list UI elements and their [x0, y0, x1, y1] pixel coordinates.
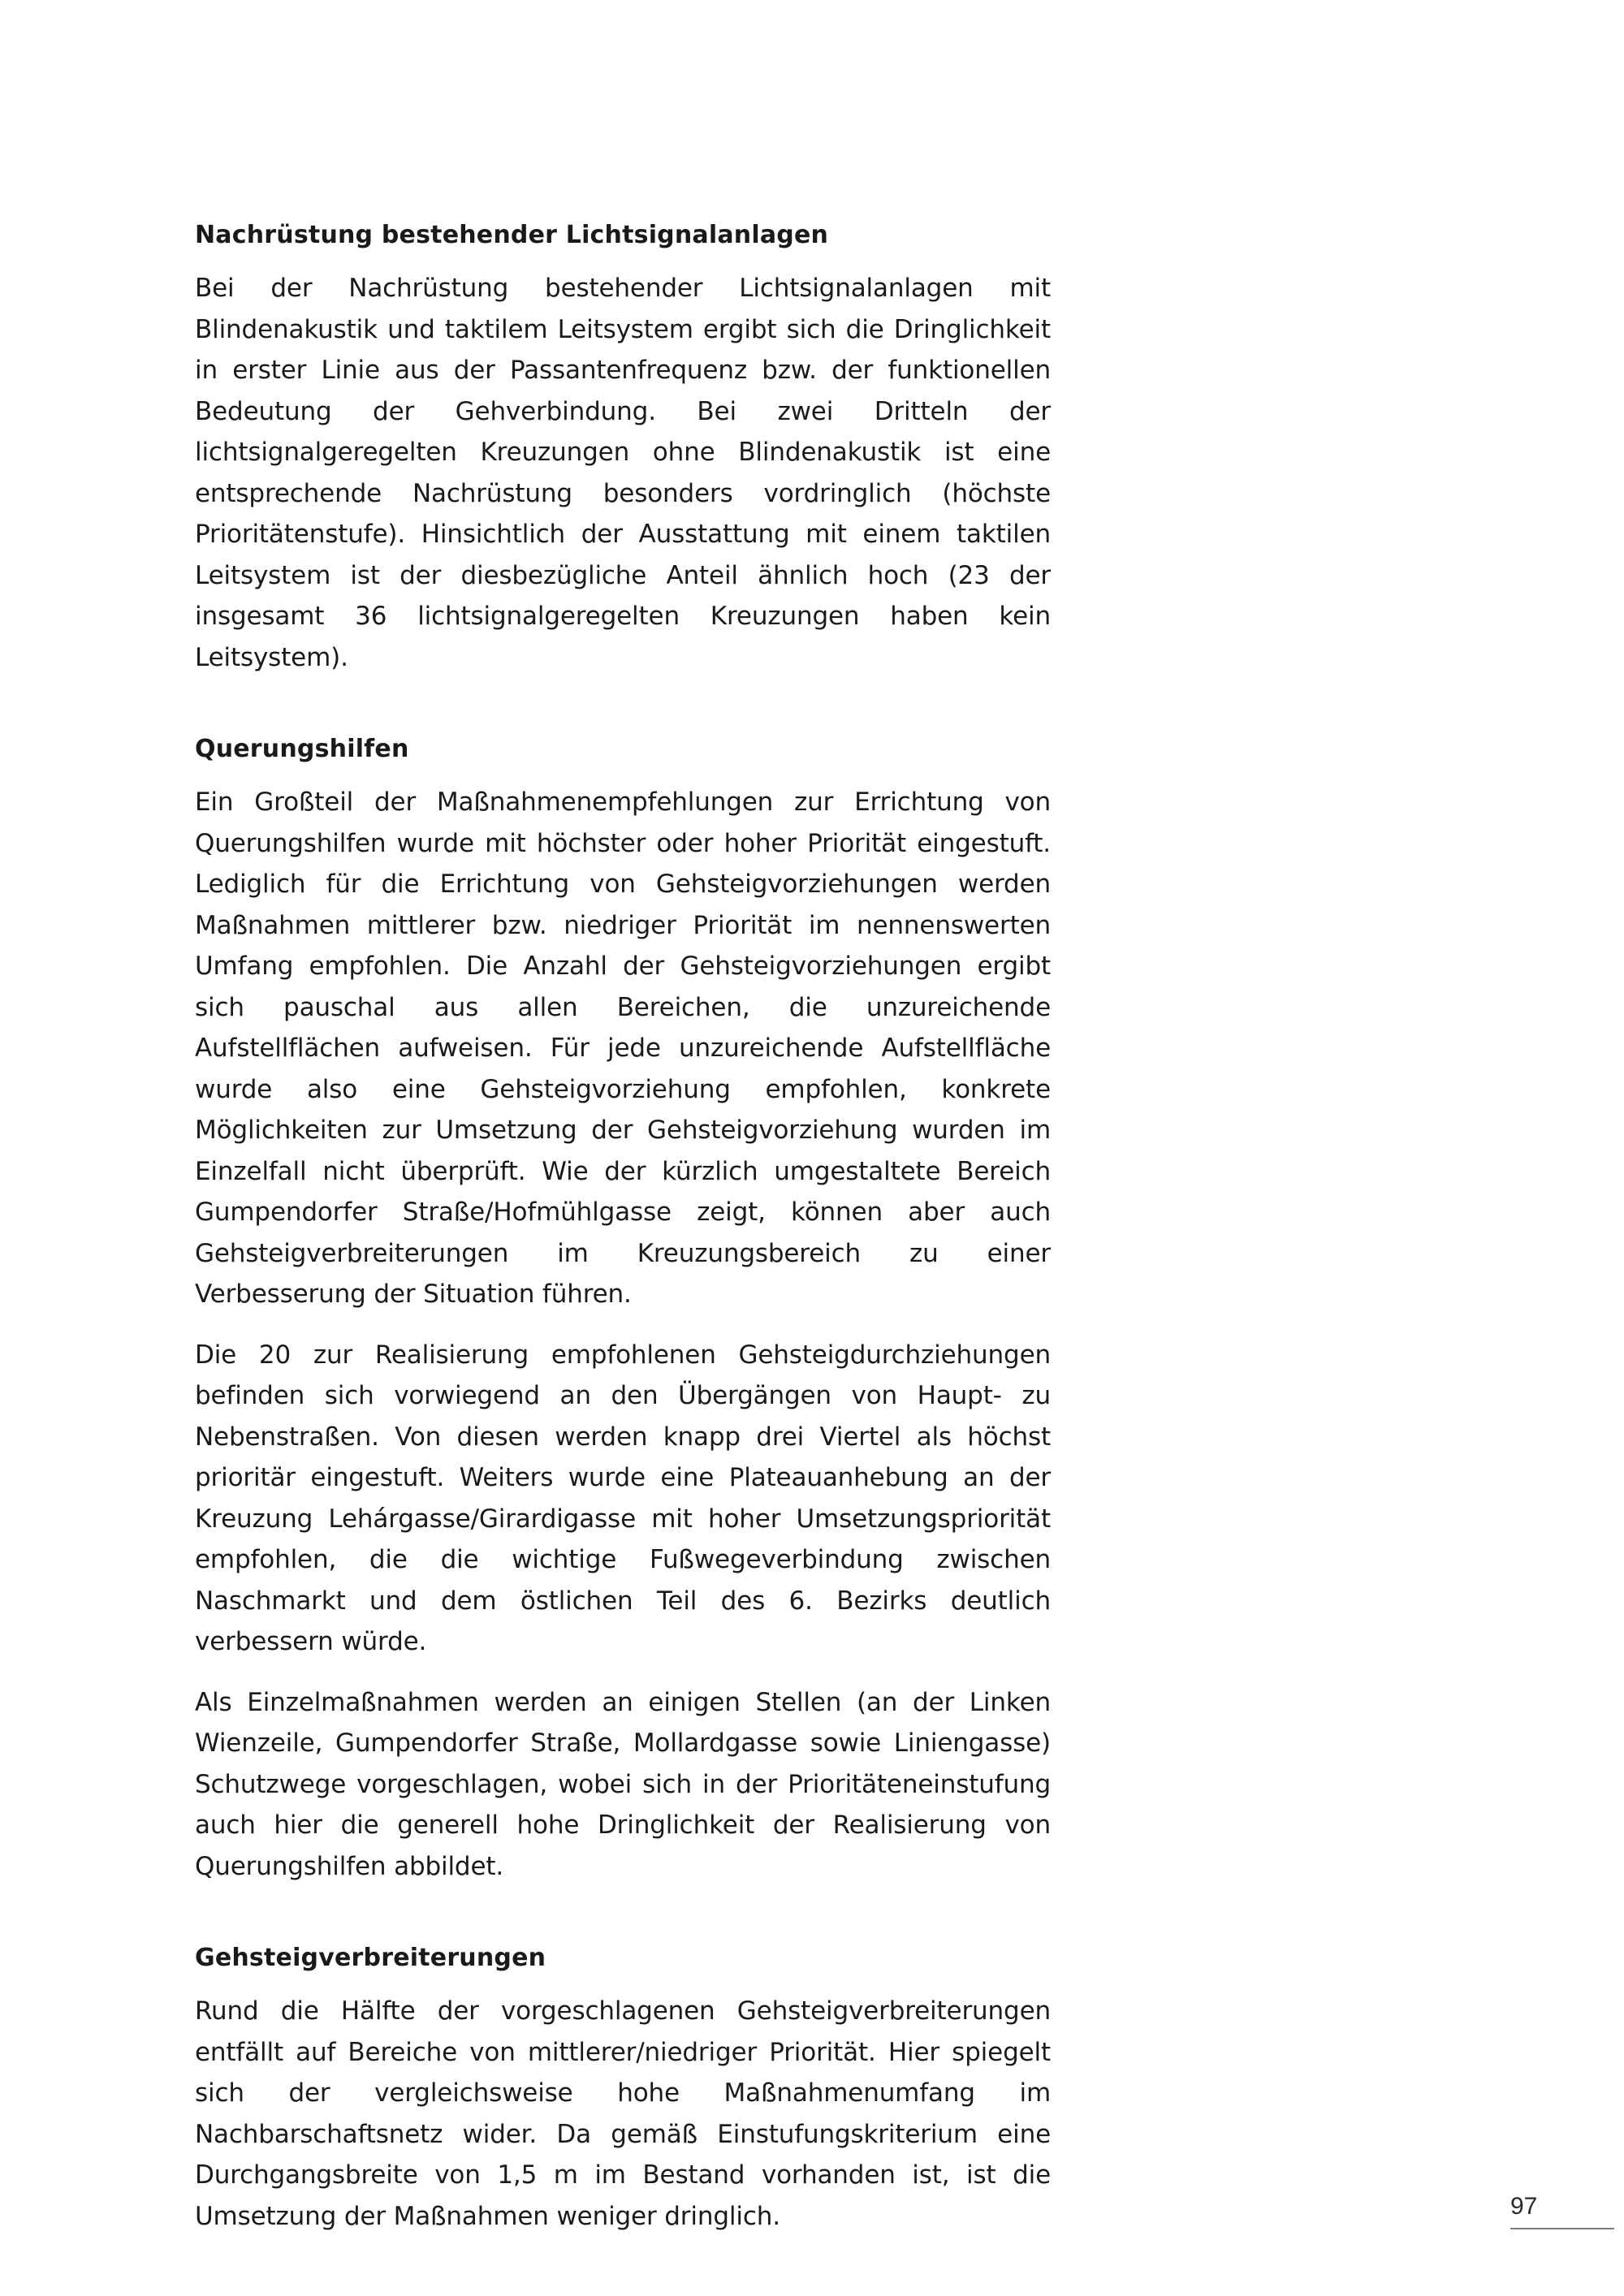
paragraph: Bei der Nachrüstung bestehender Lichtsignalanlagen mit Blindenakustik und taktilem Leitsystem ergibt sich die Dringlichkeit in erster Linie aus der Passantenfrequenz bzw. der funktionellen Bedeutung der Gehverbindung. Bei zwei Dritteln der lichtsignalgeregelten Kreuzungen ohne Blindenakustik ist eine entsprechende Nachrüstung besonders vordringlich (höchste Prioritätenstufe). Hinsichtlich der Ausstattung mit einem taktilen Leitsystem ist der diesbezügliche Anteil ähnlich hoch (23 der insgesamt 36 lichtsignalgeregelten Kreuzungen haben kein Leitsystem). — [195, 274, 1051, 672]
section-querungshilfen — [195, 733, 1051, 1887]
paragraph: Die 20 zur Realisierung empfohlenen Gehsteigdurchziehungen befinden sich vorwiegend an den Übergängen von Haupt- zu Nebenstraßen. Von diesen werden knapp drei Viertel als höchst prioritär eingestuft. Weiters wurde eine Plateauanhebung an der Kreuzung Lehárgasse/Girardigasse mit hoher Umsetzungspriorität empfohlen, die die wichtige Fußwegeverbindung zwischen Naschmarkt und dem östlichen Teil des 6. Bezirks deutlich verbessern würde. — [195, 1340, 1051, 1656]
paragraph: Rund die Hälfte der vorgeschlagenen Gehsteigverbreiterungen entfällt auf Bereiche von mittlerer/niedriger Priorität. Hier spiegelt sich der vergleichsweise hohe Maßnahmenumfang im Nachbarschaftsnetz wider. Da gemäß Einstufungskriterium eine Durchgangsbreite von 1,5 m im Bestand vorhanden ist, ist die Umsetzung der Maßnahmen weniger dringlich. — [195, 1996, 1051, 2231]
section-heading: Querungshilfen — [195, 735, 409, 763]
section-heading: Nachrüstung bestehender Lichtsignalanlagen — [195, 221, 829, 249]
page-number: 97 — [1510, 2193, 1538, 2220]
section-heading: Gehsteigverbreiterungen — [195, 1944, 546, 1972]
section-gehsteigverbreiterungen — [195, 1942, 1051, 2237]
section-lichtsignalanlagen — [195, 219, 1051, 678]
document-body — [195, 219, 1051, 2237]
paragraph: Ein Großteil der Maßnahmenempfehlungen zur Errichtung von Querungshilfen wurde mit höchster oder hoher Priorität eingestuft. Lediglich für die Errichtung von Gehsteigvorziehungen werden Maßnahmen mittlerer bzw. niedriger Priorität im nennenswerten Umfang empfohlen. Die Anzahl der Gehsteigvorziehungen ergibt sich pauschal aus allen Bereichen, die unzureichende Aufstellflächen aufweisen. Für jede unzureichende Aufstellfläche wurde also eine Gehsteigvorziehung empfohlen, konkrete Möglichkeiten zur Umsetzung der Gehsteigvorziehung wurden im Einzelfall nicht überprüft. Wie der kürzlich umgestaltete Bereich Gumpendorfer Straße/Hofmühlgasse zeigt, können aber auch Gehsteigverbreiterungen im Kreuzungsbereich zu einer Verbesserung der Situation führen. — [195, 788, 1051, 1309]
paragraph: Als Einzelmaßnahmen werden an einigen Stellen (an der Linken Wienzeile, Gumpendorfer Straße, Mollardgasse sowie Liniengasse) Schutzwege vorgeschlagen, wobei sich in der Prioritäteneinstufung auch hier die generell hohe Dringlichkeit der Realisierung von Querungshilfen abbildet. — [195, 1687, 1051, 1881]
page-number-rule — [1510, 2228, 1614, 2229]
